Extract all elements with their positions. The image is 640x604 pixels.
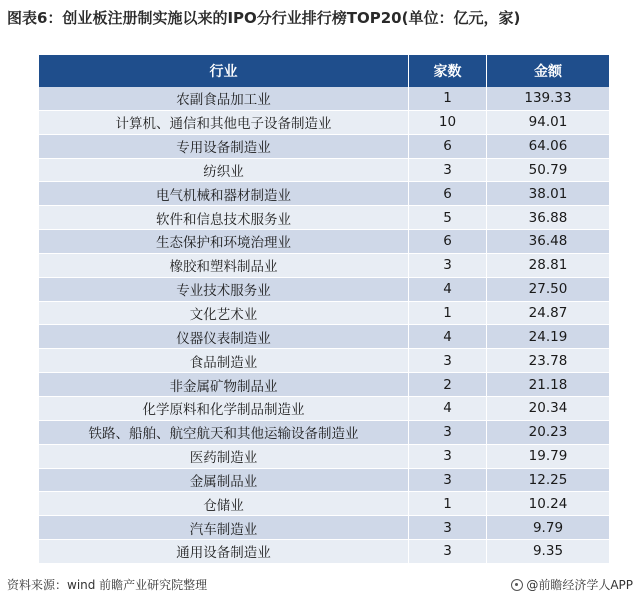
cell-count: 3: [409, 253, 487, 277]
cell-industry: 汽车制造业: [39, 516, 409, 540]
cell-industry: 仪器仪表制造业: [39, 325, 409, 349]
cell-amount: 50.79: [487, 158, 610, 182]
cell-amount: 24.19: [487, 325, 610, 349]
cell-industry: 仓储业: [39, 492, 409, 516]
cell-amount: 27.50: [487, 277, 610, 301]
cell-amount: 139.33: [487, 87, 610, 110]
table-row: [39, 420, 609, 444]
table-row: [39, 277, 609, 301]
cell-amount: 12.25: [487, 468, 610, 492]
header-count: 家数: [409, 55, 487, 87]
ranking-table-container: [39, 55, 607, 564]
table-row: [39, 206, 609, 230]
cell-count: 6: [409, 182, 487, 206]
cell-industry: 软件和信息技术服务业: [39, 206, 409, 230]
table-body: [39, 87, 609, 563]
cell-amount: 94.01: [487, 110, 610, 134]
table-row: [39, 158, 609, 182]
table-row: [39, 468, 609, 492]
cell-industry: 通用设备制造业: [39, 540, 409, 564]
table-row: [39, 373, 609, 397]
cell-industry: 医药制造业: [39, 444, 409, 468]
cell-count: 1: [409, 87, 487, 110]
cell-industry: 铁路、船舶、航空航天和其他运输设备制造业: [39, 420, 409, 444]
cell-count: 2: [409, 373, 487, 397]
cell-amount: 28.81: [487, 253, 610, 277]
cell-industry: 专用设备制造业: [39, 134, 409, 158]
cell-amount: 64.06: [487, 134, 610, 158]
cell-amount: 9.35: [487, 540, 610, 564]
cell-amount: 24.87: [487, 301, 610, 325]
cell-count: 6: [409, 134, 487, 158]
cell-amount: 36.88: [487, 206, 610, 230]
table-row: [39, 540, 609, 564]
cell-count: 4: [409, 325, 487, 349]
page-title: 图表6：创业板注册制实施以来的IPO分行业排行榜TOP20(单位：亿元，家): [7, 9, 521, 27]
table-row: [39, 87, 609, 110]
cell-count: 3: [409, 516, 487, 540]
cell-count: 1: [409, 301, 487, 325]
cell-industry: 橡胶和塑料制品业: [39, 253, 409, 277]
brand-credit: [511, 576, 633, 593]
cell-industry: 文化艺术业: [39, 301, 409, 325]
cell-count: 3: [409, 349, 487, 373]
table-row: [39, 492, 609, 516]
brand-label: @前瞻经济学人APP: [526, 578, 633, 592]
cell-amount: 10.24: [487, 492, 610, 516]
brand-logo-icon: [511, 579, 523, 591]
source-note: 资料来源：wind 前瞻产业研究院整理: [7, 578, 208, 592]
cell-amount: 20.34: [487, 396, 610, 420]
cell-amount: 36.48: [487, 230, 610, 254]
table-row: [39, 230, 609, 254]
table-row: [39, 134, 609, 158]
table-header-row: [39, 55, 609, 87]
header-industry: 行业: [39, 55, 409, 87]
table-row: [39, 396, 609, 420]
cell-count: 3: [409, 420, 487, 444]
table-row: [39, 516, 609, 540]
cell-count: 4: [409, 396, 487, 420]
cell-count: 3: [409, 444, 487, 468]
table-row: [39, 301, 609, 325]
cell-count: 1: [409, 492, 487, 516]
cell-industry: 专业技术服务业: [39, 277, 409, 301]
table-row: [39, 349, 609, 373]
cell-count: 3: [409, 468, 487, 492]
cell-industry: 农副食品加工业: [39, 87, 409, 110]
cell-amount: 9.79: [487, 516, 610, 540]
cell-count: 5: [409, 206, 487, 230]
table-row: [39, 325, 609, 349]
cell-count: 3: [409, 158, 487, 182]
cell-industry: 非金属矿物制品业: [39, 373, 409, 397]
cell-amount: 23.78: [487, 349, 610, 373]
cell-count: 10: [409, 110, 487, 134]
table-row: [39, 182, 609, 206]
cell-amount: 19.79: [487, 444, 610, 468]
cell-count: 6: [409, 230, 487, 254]
table-row: [39, 444, 609, 468]
cell-count: 3: [409, 540, 487, 564]
cell-industry: 计算机、通信和其他电子设备制造业: [39, 110, 409, 134]
cell-industry: 纺织业: [39, 158, 409, 182]
cell-count: 4: [409, 277, 487, 301]
ranking-table: [39, 55, 609, 564]
cell-industry: 金属制品业: [39, 468, 409, 492]
cell-amount: 38.01: [487, 182, 610, 206]
header-amount: 金额: [487, 55, 610, 87]
table-row: [39, 110, 609, 134]
table-row: [39, 253, 609, 277]
cell-industry: 电气机械和器材制造业: [39, 182, 409, 206]
cell-industry: 生态保护和环境治理业: [39, 230, 409, 254]
cell-industry: 食品制造业: [39, 349, 409, 373]
cell-industry: 化学原料和化学制品制造业: [39, 396, 409, 420]
cell-amount: 20.23: [487, 420, 610, 444]
cell-amount: 21.18: [487, 373, 610, 397]
